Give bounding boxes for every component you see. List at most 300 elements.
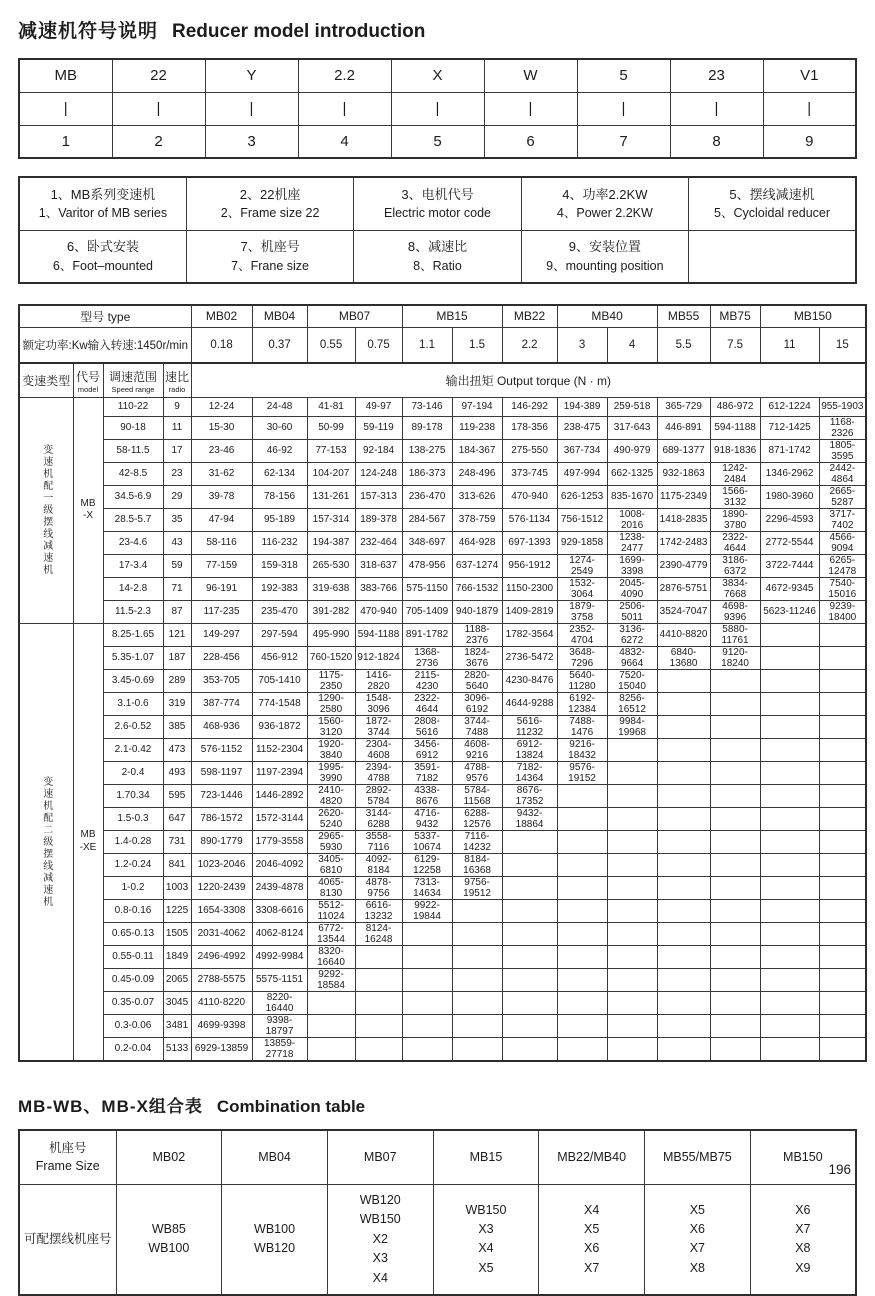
torque-cell: 378-759 xyxy=(452,508,502,531)
speed-range-cell: 28.5-5.7 xyxy=(103,508,163,531)
torque-cell xyxy=(710,715,760,738)
torque-cell: 383-766 xyxy=(355,577,402,600)
torque-cell: 41-81 xyxy=(307,397,355,416)
torque-cell xyxy=(502,1037,557,1061)
torque-cell xyxy=(607,991,657,1014)
torque-row xyxy=(19,623,866,646)
torque-cell: 7313-14634 xyxy=(402,876,452,899)
legend-cn: 2、22机座 xyxy=(239,186,301,202)
ratio-cell: 17 xyxy=(163,439,191,462)
torque-cell: 96-191 xyxy=(191,577,252,600)
combo-cell: WB150 X3 X4 X5 xyxy=(433,1185,539,1295)
ratio-cell: 473 xyxy=(163,738,191,761)
code-legend-table-body xyxy=(19,177,856,283)
torque-cell xyxy=(657,1014,710,1037)
torque-cell xyxy=(607,830,657,853)
torque-cell xyxy=(355,991,402,1014)
torque-cell xyxy=(760,623,819,646)
torque-cell: 5337-10674 xyxy=(402,830,452,853)
col-header-code-cn: 代号 xyxy=(75,369,100,384)
torque-cell xyxy=(760,715,819,738)
torque-cell: 4716-9432 xyxy=(402,807,452,830)
torque-cell xyxy=(607,853,657,876)
torque-cell xyxy=(760,1014,819,1037)
legend-en: 5、Cycloidal reducer xyxy=(714,206,831,221)
torque-cell xyxy=(760,945,819,968)
speed-range-cell: 42-8.5 xyxy=(103,462,163,485)
torque-cell: 2296-4593 xyxy=(760,508,819,531)
torque-cell: 313-626 xyxy=(452,485,502,508)
torque-cell xyxy=(657,715,710,738)
model-code-table-body xyxy=(19,59,856,158)
torque-cell: 9292-18584 xyxy=(307,968,355,991)
model-code-table xyxy=(18,58,857,159)
torque-cell: 470-940 xyxy=(502,485,557,508)
torque-cell: 3722-7444 xyxy=(760,554,819,577)
torque-cell: 6265-12478 xyxy=(819,554,866,577)
torque-cell: 6616-13232 xyxy=(355,899,402,922)
torque-cell: 319-638 xyxy=(307,577,355,600)
position-cell: 5 xyxy=(391,125,484,158)
code-table-row xyxy=(19,92,856,125)
ratio-cell: 3481 xyxy=(163,1014,191,1037)
torque-cell xyxy=(760,784,819,807)
torque-cell xyxy=(607,1037,657,1061)
separator-cell: | xyxy=(112,92,205,125)
torque-cell: 119-238 xyxy=(452,416,502,439)
torque-cell: 1824-3676 xyxy=(452,646,502,669)
torque-cell xyxy=(307,1014,355,1037)
torque-cell xyxy=(819,1014,866,1037)
torque-cell: 248-496 xyxy=(452,462,502,485)
legend-cell xyxy=(354,177,521,230)
legend-en: 6、Foot–mounted xyxy=(52,258,153,273)
separator-cell: | xyxy=(298,92,391,125)
torque-cell xyxy=(819,899,866,922)
legend-en: 4、Power 2.2KW xyxy=(556,206,653,221)
power-cell: 2.2 xyxy=(502,327,557,363)
torque-cell xyxy=(760,830,819,853)
legend-cell xyxy=(521,230,688,283)
torque-cell xyxy=(402,922,452,945)
torque-cell xyxy=(607,738,657,761)
torque-cell: 2506-5011 xyxy=(607,600,657,623)
torque-cell xyxy=(502,991,557,1014)
torque-cell xyxy=(307,1037,355,1061)
torque-cell: 77-159 xyxy=(191,554,252,577)
torque-cell xyxy=(502,830,557,853)
torque-cell: 705-1409 xyxy=(402,600,452,623)
torque-cell: 786-1572 xyxy=(191,807,252,830)
torque-cell: 2352-4704 xyxy=(557,623,607,646)
model-header: MB07 xyxy=(307,305,402,327)
torque-cell: 6840-13680 xyxy=(657,646,710,669)
power-cell: 7.5 xyxy=(710,327,760,363)
torque-row xyxy=(19,416,866,439)
ratio-cell: 647 xyxy=(163,807,191,830)
torque-cell: 2322-4644 xyxy=(710,531,760,554)
torque-cell: 39-78 xyxy=(191,485,252,508)
section-type-label: 变速机配二级摆线减速机 xyxy=(19,623,73,1061)
torque-cell: 178-356 xyxy=(502,416,557,439)
legend-en: 2、Frame size 22 xyxy=(220,206,320,221)
torque-cell xyxy=(607,807,657,830)
torque-cell: 705-1410 xyxy=(252,669,307,692)
combo-cell: X5 X6 X7 X8 xyxy=(645,1185,751,1295)
torque-row xyxy=(19,600,866,623)
torque-cell xyxy=(819,692,866,715)
torque-row xyxy=(19,784,866,807)
torque-row xyxy=(19,991,866,1014)
torque-cell: 284-567 xyxy=(402,508,452,531)
torque-cell: 9432-18864 xyxy=(502,807,557,830)
torque-cell: 1368-2736 xyxy=(402,646,452,669)
speed-range-cell: 8.25-1.65 xyxy=(103,623,163,646)
torque-cell xyxy=(657,991,710,1014)
torque-cell: 490-979 xyxy=(607,439,657,462)
torque-cell: 2788-5575 xyxy=(191,968,252,991)
ratio-cell: 841 xyxy=(163,853,191,876)
torque-cell xyxy=(710,899,760,922)
ratio-cell: 121 xyxy=(163,623,191,646)
position-cell: 8 xyxy=(670,125,763,158)
torque-cell: 7116-14232 xyxy=(452,830,502,853)
col-header-range-en: Speed range xyxy=(111,384,155,394)
torque-cell: 1188-2376 xyxy=(452,623,502,646)
torque-cell xyxy=(502,945,557,968)
torque-cell xyxy=(402,991,452,1014)
combination-table xyxy=(18,1129,857,1296)
torque-cell: 1416-2820 xyxy=(355,669,402,692)
torque-cell: 2876-5751 xyxy=(657,577,710,600)
torque-cell: 1742-2483 xyxy=(657,531,710,554)
torque-cell: 576-1134 xyxy=(502,508,557,531)
legend-cell xyxy=(19,177,186,230)
combination-title xyxy=(18,1092,857,1117)
torque-cell xyxy=(502,922,557,945)
speed-range-cell: 1-0.2 xyxy=(103,876,163,899)
column-header-row xyxy=(19,363,866,397)
torque-cell xyxy=(557,899,607,922)
torque-cell: 2736-5472 xyxy=(502,646,557,669)
combo-header: MB150 xyxy=(750,1130,856,1185)
legend-cell xyxy=(689,230,856,283)
torque-cell: 3591-7182 xyxy=(402,761,452,784)
code-cell: 22 xyxy=(112,59,205,92)
torque-cell xyxy=(710,807,760,830)
torque-cell: 1560-3120 xyxy=(307,715,355,738)
torque-cell xyxy=(557,876,607,899)
torque-cell: 89-178 xyxy=(402,416,452,439)
torque-cell: 3456-6912 xyxy=(402,738,452,761)
speed-range-cell: 0.8-0.16 xyxy=(103,899,163,922)
torque-cell xyxy=(819,784,866,807)
code-cell: MB xyxy=(19,59,112,92)
torque-cell: 2045-4090 xyxy=(607,577,657,600)
torque-cell xyxy=(819,968,866,991)
torque-cell: 495-990 xyxy=(307,623,355,646)
speed-range-cell: 3.1-0.6 xyxy=(103,692,163,715)
torque-cell: 353-705 xyxy=(191,669,252,692)
combo-header: MB04 xyxy=(222,1130,328,1185)
torque-cell xyxy=(402,945,452,968)
legend-cn: 5、摆线减速机 xyxy=(729,186,815,202)
speed-range-cell: 58-11.5 xyxy=(103,439,163,462)
combo-cell: X6 X7 X8 X9 xyxy=(750,1185,856,1295)
speed-range-cell: 2.1-0.42 xyxy=(103,738,163,761)
torque-cell: 1274-2549 xyxy=(557,554,607,577)
legend-cn: 6、卧式安装 xyxy=(66,239,140,255)
torque-cell: 365-729 xyxy=(657,397,710,416)
legend-row xyxy=(19,230,856,283)
combo-cell: WB85 WB100 xyxy=(116,1185,222,1295)
torque-cell: 1532-3064 xyxy=(557,577,607,600)
code-cell: Y xyxy=(205,59,298,92)
torque-cell: 3308-6616 xyxy=(252,899,307,922)
torque-spec-table xyxy=(18,304,867,1062)
torque-cell: 4788-9576 xyxy=(452,761,502,784)
torque-cell xyxy=(710,830,760,853)
torque-cell: 189-378 xyxy=(355,508,402,531)
torque-cell: 5623-11246 xyxy=(760,600,819,623)
torque-cell xyxy=(452,968,502,991)
torque-cell: 2439-4878 xyxy=(252,876,307,899)
torque-cell: 3096-6192 xyxy=(452,692,502,715)
torque-cell: 1418-2835 xyxy=(657,508,710,531)
code-legend-table xyxy=(18,176,857,284)
torque-cell: 4062-8124 xyxy=(252,922,307,945)
torque-cell xyxy=(355,945,402,968)
torque-cell xyxy=(607,922,657,945)
power-cell: 1.5 xyxy=(452,327,502,363)
torque-cell xyxy=(502,1014,557,1037)
ratio-cell: 11 xyxy=(163,416,191,439)
position-cell: 4 xyxy=(298,125,391,158)
torque-cell: 4644-9288 xyxy=(502,692,557,715)
torque-cell xyxy=(710,1037,760,1061)
torque-row xyxy=(19,807,866,830)
torque-cell: 12-24 xyxy=(191,397,252,416)
torque-cell xyxy=(557,1014,607,1037)
torque-cell: 1346-2962 xyxy=(760,462,819,485)
torque-header: 输出扭矩 Output torque (N · m) xyxy=(191,363,866,397)
torque-cell: 1008-2016 xyxy=(607,508,657,531)
torque-cell: 3524-7047 xyxy=(657,600,710,623)
torque-cell: 756-1512 xyxy=(557,508,607,531)
torque-cell: 194-387 xyxy=(307,531,355,554)
ratio-cell: 289 xyxy=(163,669,191,692)
ratio-cell: 1003 xyxy=(163,876,191,899)
torque-cell: 2808-5616 xyxy=(402,715,452,738)
torque-row xyxy=(19,876,866,899)
torque-cell xyxy=(657,692,710,715)
torque-cell xyxy=(760,991,819,1014)
torque-cell: 468-936 xyxy=(191,715,252,738)
page-title-en: Reducer model introduction xyxy=(172,21,426,42)
torque-cell: 6288-12576 xyxy=(452,807,502,830)
torque-cell: 2496-4992 xyxy=(191,945,252,968)
torque-cell: 918-1836 xyxy=(710,439,760,462)
torque-cell xyxy=(760,922,819,945)
torque-cell: 3648-7296 xyxy=(557,646,607,669)
torque-cell: 2322-4644 xyxy=(402,692,452,715)
torque-cell: 478-956 xyxy=(402,554,452,577)
torque-cell: 3717-7402 xyxy=(819,508,866,531)
torque-cell: 929-1858 xyxy=(557,531,607,554)
ratio-cell: 595 xyxy=(163,784,191,807)
torque-cell: 1238-2477 xyxy=(607,531,657,554)
separator-cell: | xyxy=(670,92,763,125)
torque-cell: 4672-9345 xyxy=(760,577,819,600)
combo-header: MB02 xyxy=(116,1130,222,1185)
torque-cell xyxy=(657,876,710,899)
torque-cell xyxy=(452,1014,502,1037)
torque-cell: 5575-1151 xyxy=(252,968,307,991)
torque-row xyxy=(19,692,866,715)
speed-range-cell: 0.55-0.11 xyxy=(103,945,163,968)
legend-en: 8、Ratio xyxy=(413,258,462,273)
torque-cell xyxy=(710,761,760,784)
speed-range-cell: 0.35-0.07 xyxy=(103,991,163,1014)
torque-cell: 1446-2892 xyxy=(252,784,307,807)
torque-cell: 1023-2046 xyxy=(191,853,252,876)
torque-cell: 95-189 xyxy=(252,508,307,531)
torque-row xyxy=(19,715,866,738)
legend-cn: 1、MB系列变速机 xyxy=(50,186,156,202)
combination-table-header xyxy=(19,1130,856,1185)
power-cell: 11 xyxy=(760,327,819,363)
model-header: MB55 xyxy=(657,305,710,327)
legend-cell xyxy=(19,230,186,283)
torque-cell: 2442-4864 xyxy=(819,462,866,485)
torque-cell: 955-1903 xyxy=(819,397,866,416)
torque-cell: 1290-2580 xyxy=(307,692,355,715)
ratio-cell: 43 xyxy=(163,531,191,554)
torque-row xyxy=(19,531,866,554)
model-header-row xyxy=(19,305,866,327)
col-header-ratio-en: radio xyxy=(168,384,186,394)
torque-cell: 9216-18432 xyxy=(557,738,607,761)
torque-row xyxy=(19,1014,866,1037)
torque-cell: 1175-2349 xyxy=(657,485,710,508)
torque-cell: 318-637 xyxy=(355,554,402,577)
ratio-cell: 87 xyxy=(163,600,191,623)
torque-cell xyxy=(452,991,502,1014)
combo-header: MB15 xyxy=(433,1130,539,1185)
torque-cell: 835-1670 xyxy=(607,485,657,508)
torque-cell xyxy=(355,1014,402,1037)
torque-cell xyxy=(760,853,819,876)
torque-cell: 2965-5930 xyxy=(307,830,355,853)
torque-cell: 5784-11568 xyxy=(452,784,502,807)
torque-cell: 1566-3132 xyxy=(710,485,760,508)
speed-range-cell: 23-4.6 xyxy=(103,531,163,554)
torque-cell: 6772-13544 xyxy=(307,922,355,945)
torque-cell xyxy=(607,761,657,784)
torque-cell xyxy=(819,1037,866,1061)
torque-cell: 117-235 xyxy=(191,600,252,623)
legend-cell xyxy=(354,230,521,283)
torque-cell: 50-99 xyxy=(307,416,355,439)
torque-cell xyxy=(355,968,402,991)
separator-cell: | xyxy=(484,92,577,125)
torque-cell: 317-643 xyxy=(607,416,657,439)
torque-cell: 6912-13824 xyxy=(502,738,557,761)
torque-cell: 9239-18400 xyxy=(819,600,866,623)
torque-cell: 259-518 xyxy=(607,397,657,416)
torque-cell: 912-1824 xyxy=(355,646,402,669)
speed-range-cell: 1.70.34 xyxy=(103,784,163,807)
torque-cell: 9756-19512 xyxy=(452,876,502,899)
torque-row xyxy=(19,853,866,876)
separator-cell: | xyxy=(205,92,298,125)
model-header: MB150 xyxy=(760,305,866,327)
torque-cell: 723-1446 xyxy=(191,784,252,807)
power-header: 额定功率:Kw输入转速:1450r/min xyxy=(19,327,191,363)
speed-range-cell: 11.5-2.3 xyxy=(103,600,163,623)
code-cell: V1 xyxy=(763,59,856,92)
torque-cell: 4992-9984 xyxy=(252,945,307,968)
torque-cell xyxy=(819,761,866,784)
torque-cell xyxy=(819,830,866,853)
torque-cell: 1197-2394 xyxy=(252,761,307,784)
torque-row xyxy=(19,439,866,462)
code-cell: 2.2 xyxy=(298,59,391,92)
torque-cell: 9984-19968 xyxy=(607,715,657,738)
ratio-cell: 35 xyxy=(163,508,191,531)
torque-cell: 8124-16248 xyxy=(355,922,402,945)
speed-range-cell: 3.45-0.69 xyxy=(103,669,163,692)
torque-cell: 2390-4779 xyxy=(657,554,710,577)
ratio-cell: 731 xyxy=(163,830,191,853)
torque-cell xyxy=(607,876,657,899)
torque-table-header xyxy=(19,305,866,397)
torque-row xyxy=(19,922,866,945)
torque-cell: 78-156 xyxy=(252,485,307,508)
torque-cell xyxy=(607,1014,657,1037)
torque-cell: 1872-3744 xyxy=(355,715,402,738)
torque-cell: 157-313 xyxy=(355,485,402,508)
torque-cell: 2620-5240 xyxy=(307,807,355,830)
torque-cell: 5512-11024 xyxy=(307,899,355,922)
torque-cell: 146-292 xyxy=(502,397,557,416)
torque-cell xyxy=(607,945,657,968)
torque-cell: 9398-18797 xyxy=(252,1014,307,1037)
torque-cell: 4230-8476 xyxy=(502,669,557,692)
torque-cell: 387-774 xyxy=(191,692,252,715)
type-header: 型号 type xyxy=(19,305,191,327)
ratio-cell: 1849 xyxy=(163,945,191,968)
torque-cell: 138-275 xyxy=(402,439,452,462)
torque-cell xyxy=(657,669,710,692)
torque-cell: 6129-12258 xyxy=(402,853,452,876)
torque-cell xyxy=(557,784,607,807)
section-code: MB -XE xyxy=(73,623,103,1061)
torque-cell xyxy=(710,669,760,692)
torque-cell xyxy=(452,899,502,922)
combo-header: MB55/MB75 xyxy=(645,1130,751,1185)
torque-cell: 7520-15040 xyxy=(607,669,657,692)
torque-cell: 73-146 xyxy=(402,397,452,416)
torque-cell: 4832-9664 xyxy=(607,646,657,669)
torque-cell: 149-297 xyxy=(191,623,252,646)
page-title-cn: 减速机符号说明 xyxy=(18,21,159,42)
torque-cell xyxy=(657,853,710,876)
combination-header-row xyxy=(19,1130,856,1185)
torque-cell: 2665-5287 xyxy=(819,485,866,508)
power-cell: 4 xyxy=(607,327,657,363)
legend-cn: 7、机座号 xyxy=(240,239,300,255)
